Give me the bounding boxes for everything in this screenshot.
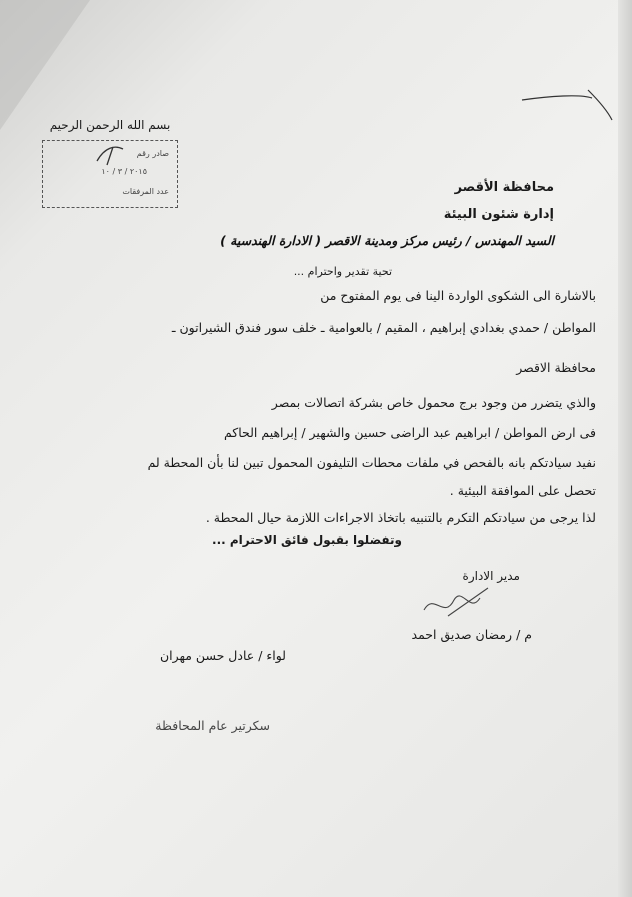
secretary-general-title: سكرتير عام المحافظة (155, 718, 270, 733)
director-name: م / رمضان صديق احمد (411, 627, 532, 642)
stamp-line-1: صادر رقم (136, 149, 169, 158)
stamp-line-2: ٢٠١٥ / ٣ / ١٠ (101, 167, 147, 176)
stamp-line-3: عدد المرفقات (122, 187, 169, 196)
registration-stamp (42, 140, 178, 208)
letter-line-5: فى ارض المواطن / ابراهيم عبد الراضى حسين والشهير / إبراهيم الحاكم (223, 425, 596, 440)
page-fold-shadow (0, 0, 90, 130)
page-edge-shadow (618, 0, 632, 897)
basmala: بسم الله الرحمن الرحيم (49, 118, 171, 132)
margin-pen-mark (520, 86, 615, 122)
letter-greeting: تحية تقدير واحترام ... (293, 265, 392, 278)
letter-line-7: تحصل على الموافقة البيئية . (449, 483, 596, 498)
letter-line-2: المواطن / حمدي بغدادي إبراهيم ، المقيم / بالعوامية ـ خلف سور فندق الشيراتون ـ (171, 320, 596, 335)
general-name: لواء / عادل حسن مهران (159, 648, 286, 663)
letter-line-8: لذا يرجى من سيادتكم التكرم بالتنبيه باتخاذ الاجراءات اللازمة حيال المحطة . (205, 510, 596, 525)
letter-line-4: والذي يتضرر من وجود برج محمول خاص بشركة اتصالات بمصر (271, 395, 596, 410)
letter-line-1: بالاشارة الى الشكوى الواردة الينا فى يوم المفتوح من (320, 288, 596, 303)
letter-recipient: السيد المهندس / رئيس مركز ومدينة الاقصر ( الادارة الهندسية ) (220, 233, 554, 248)
director-title: مدير الادارة (462, 569, 520, 583)
governorate-title: محافظة الأقصر (454, 180, 554, 195)
letter-closing: وتفضلوا بقبول فائق الاحترام ... (212, 533, 402, 547)
letter-line-6: نفيد سيادتكم بانه بالفحص في ملفات محطات التليفون المحمول تبين لنا بأن المحطة لم (147, 455, 596, 470)
director-signature (418, 580, 498, 626)
department-title: إدارة شئون البيئة (443, 207, 554, 222)
letter-line-3: محافظة الاقصر (516, 360, 596, 375)
stamp-handwritten-number (93, 143, 133, 169)
